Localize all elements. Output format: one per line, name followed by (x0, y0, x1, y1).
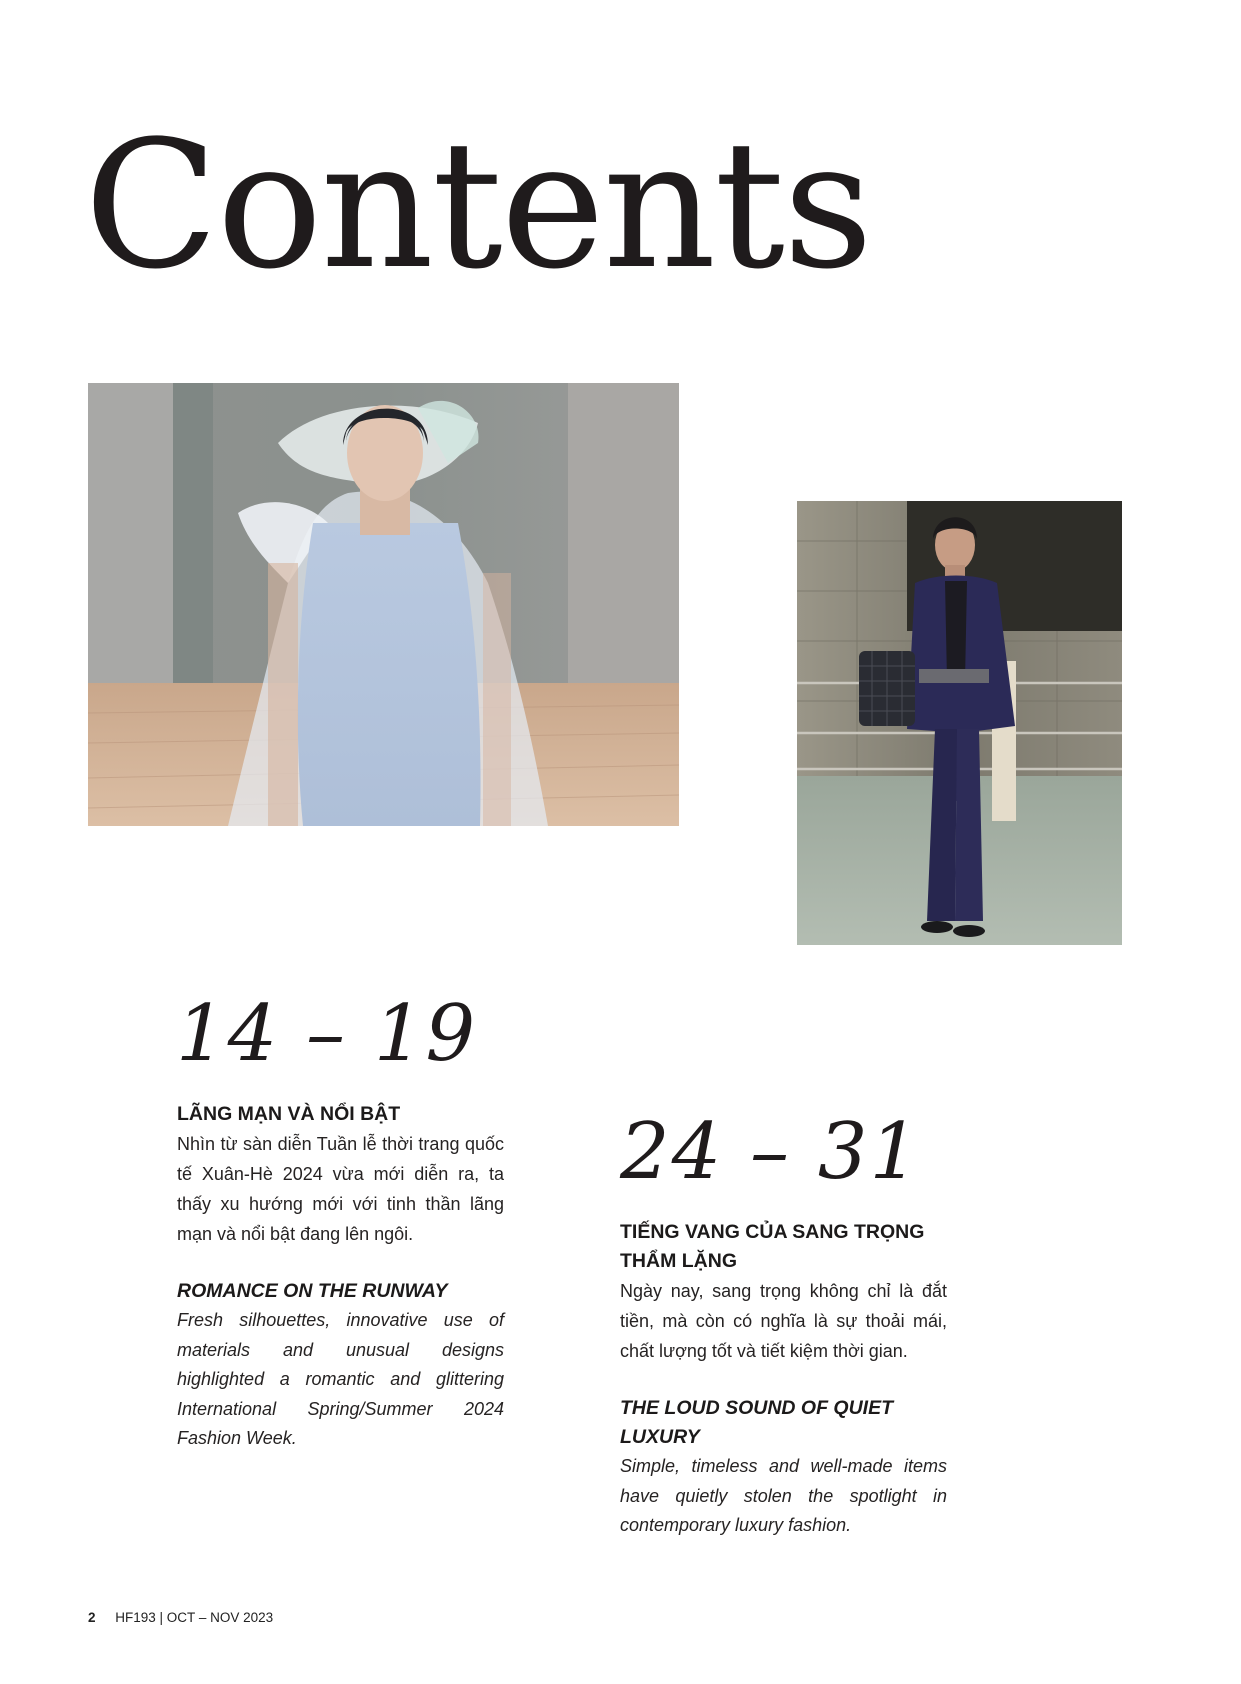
page-title: Contents (84, 103, 872, 308)
article-2-title-en: THE LOUD SOUND OF QUIET LUXURY (620, 1397, 893, 1448)
article-1-pages: 14 – 19 (176, 989, 478, 1079)
runway-photo-navy-suit-image (797, 501, 1122, 945)
article-2-title-vi: TIẾNG VANG CỦA SANG TRỌNG THẨM LẶNG (620, 1221, 925, 1272)
page-number: 2 (88, 1610, 96, 1625)
runway-photo-blue-dress-image (88, 383, 679, 826)
page-footer (88, 1610, 273, 1625)
article-1-title-en: ROMANCE ON THE RUNWAY (177, 1280, 448, 1302)
article-1-text-en: Fresh silhouettes, innovative use of materials and unusual designs highlighted a romantic and glittering International Spring/Summer 2024 Fashion Week. (177, 1310, 504, 1449)
runway-photo-navy-suit (797, 501, 1122, 945)
article-1-text-vi: Nhìn từ sàn diễn Tuần lễ thời trang quốc tế Xuân-Hè 2024 vừa mới diễn ra, ta thấy xu hướng mới với tinh thần lãng mạn và nổi bật đang lên ngôi. (177, 1134, 504, 1244)
issue-info: HF193 | OCT – NOV 2023 (115, 1610, 274, 1625)
article-2-pages: 24 – 31 (620, 1107, 922, 1197)
article-2 (620, 1218, 947, 1541)
article-2-text-en: Simple, timeless and well-made items have quietly stolen the spotlight in contemporary luxury fashion. (620, 1456, 947, 1536)
article-2-text-vi: Ngày nay, sang trọng không chỉ là đắt tiền, mà còn có nghĩa là sự thoải mái, chất lượng tốt và tiết kiệm thời gian. (620, 1281, 947, 1361)
article-1-title-vi: LÃNG MẠN VÀ NỔI BẬT (177, 1103, 401, 1125)
runway-photo-blue-dress (88, 383, 679, 826)
article-1 (177, 1100, 504, 1454)
